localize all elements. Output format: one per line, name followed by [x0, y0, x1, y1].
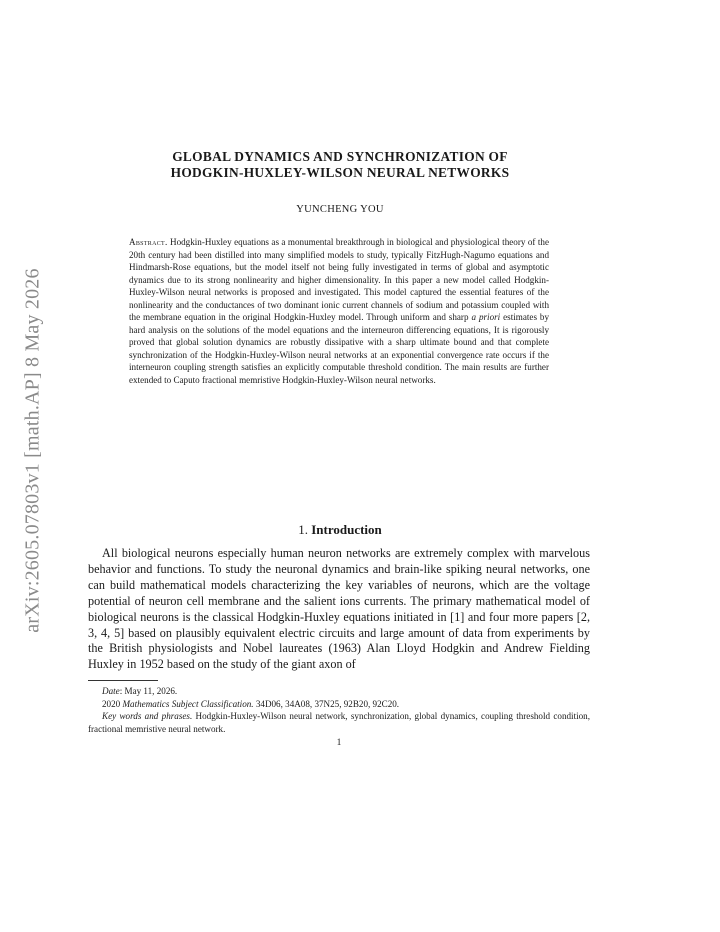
section-name: Introduction — [311, 522, 382, 537]
page-number: 1 — [336, 738, 342, 748]
msc-year: 2020 — [102, 698, 121, 709]
date-label: Date — [102, 686, 120, 696]
section-heading — [90, 522, 590, 538]
footnote-msc — [88, 698, 590, 711]
title-line-2: HODGKIN-HUXLEY-WILSON NEURAL NETWORKS — [170, 165, 510, 180]
date-value: : May 11, 2026. — [119, 686, 178, 696]
author-name: YUNCHENG YOU — [296, 204, 384, 215]
msc-label: Mathematics Subject Classification. — [122, 698, 254, 709]
kw-label: Key words and phrases. — [102, 711, 193, 722]
paper-title — [90, 149, 590, 181]
footnote-date — [88, 685, 590, 698]
footnote-keywords — [88, 710, 590, 735]
arxiv-stamp-text: arXiv:2605.07803v1 [math.AP] 8 May 2026 — [21, 267, 44, 633]
kw-value: Hodgkin-Huxley-Wilson neural network, synchronization, global dynamics, coupling threshold condition, fractional memristive neural network. — [88, 711, 590, 734]
arxiv-stamp — [22, 250, 44, 650]
abstract-italic: a priori — [471, 312, 501, 322]
abstract — [129, 236, 549, 386]
intro-paragraph: All biological neurons especially human neuron networks are extremely complex with marvelous behavior and functions. To study the neuronal dynamics and brain-like spiking neural networks, one can build mathematical models characterizing the key variables of neurons, which are the voltage potential of neuron cell membrane and the salient ions currents. The primary mathematical model of biological neurons is the classical Hodgkin-Huxley equations initiated in [1] and four more papers [2, 3, 4, 5] based on plausibly equivalent electric circuits and large amount of data from experiments by the British physiologists and Nobel laureates (1963) Alan Lloyd Hodgkin and Andrew Fielding Huxley in 1952 based on the study of the giant axon of — [88, 546, 590, 672]
abstract-text-part2: estimates by hard analysis on the solutions of the model equations and the interneuron differencing equations, It is rigorously proved that global solution dynamics are robustly dissipative with a sharp ultimate bound and that complete synchronization of the Hodgkin-Huxley-Wilson neural networks at an exponential convergence rate occurs if the interneuron coupling strength satisfies an explicitly computable threshold condition. The main results are further extended to Caputo fractional memristive Hodgkin-Huxley-Wilson neural networks. — [129, 312, 550, 385]
section-number: 1. — [298, 522, 308, 537]
abstract-label: Abstract. — [129, 237, 168, 247]
footnotes — [88, 685, 590, 735]
footnote-rule — [88, 680, 158, 681]
msc-value: 34D06, 34A08, 37N25, 92B20, 92C20. — [255, 698, 400, 709]
title-line-1: GLOBAL DYNAMICS AND SYNCHRONIZATION OF — [172, 149, 508, 164]
abstract-text-part1: Hodgkin-Huxley equations as a monumental breakthrough in biological and physiological theory of the 20th century had been distilled into many simplified models to study, typically FitzHugh-Nagumo equations and Hindmarsh-Rose equations, but the model itself not being fully investigated in terms of global and asymptotic dynamics due to its strong nonlinearity and higher dimensionality. In this paper a new model called Hodgkin-Huxley-Wilson neural networks is proposed and investigated. This model captured the essential features of the nonlinearity and the conductances of two dominant ionic current channels of sodium and potassium coupled with the membrane equation in the original Hodgkin-Huxley model. Through uniform and sharp — [129, 237, 549, 322]
